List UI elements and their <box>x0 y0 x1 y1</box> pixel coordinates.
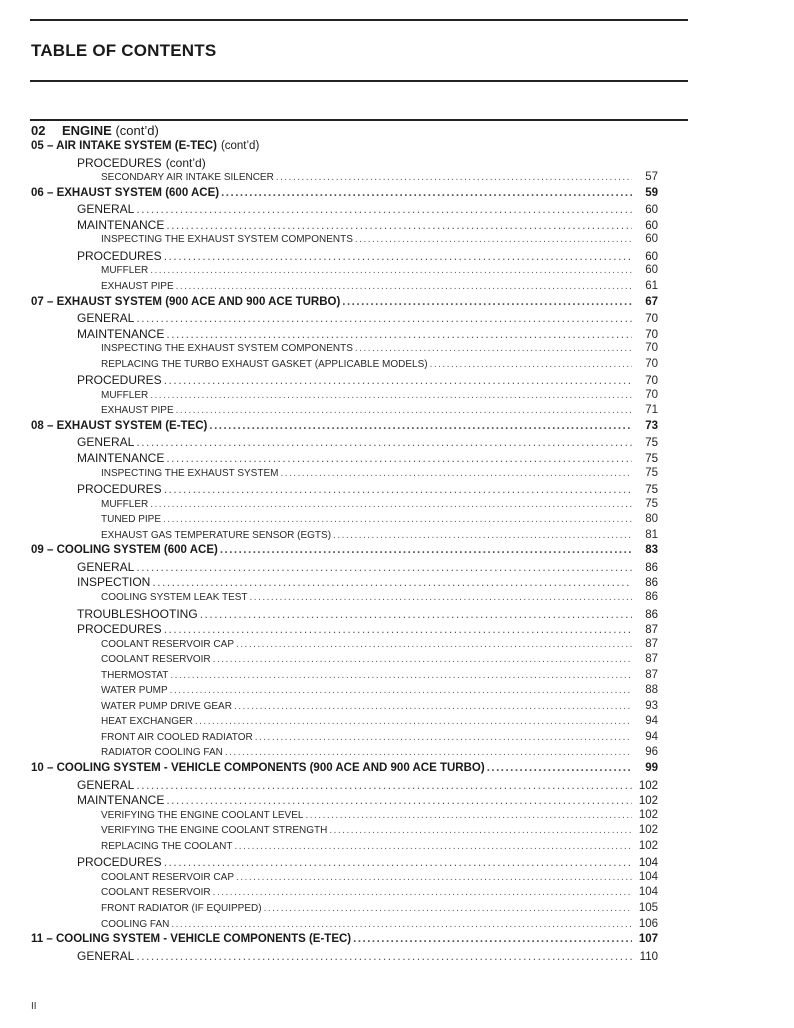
toc-entry[interactable] <box>77 327 658 343</box>
leader-dots <box>164 855 632 869</box>
page-folio: II <box>31 1001 37 1012</box>
toc-entry[interactable] <box>31 296 658 312</box>
toc-entry-page: 75 <box>645 437 658 450</box>
toc-entry-page: 102 <box>638 824 658 837</box>
toc-entry-title: 10 – COOLING SYSTEM - VEHICLE COMPONENTS (900 ACE AND 900 ACE TURBO) <box>31 762 485 774</box>
title-rule <box>30 80 688 82</box>
toc-entry[interactable] <box>77 949 658 965</box>
toc-entry[interactable] <box>101 389 658 405</box>
leader-dots <box>150 390 632 401</box>
leader-dots <box>213 654 632 665</box>
toc-entry-page: 99 <box>645 762 658 774</box>
toc-entry-page: 57 <box>645 171 658 184</box>
leader-dots <box>150 265 632 276</box>
leader-dots <box>264 903 632 914</box>
leader-dots <box>234 701 632 712</box>
toc-entry[interactable] <box>101 264 658 280</box>
leader-dots <box>487 762 632 774</box>
section-rule <box>30 119 688 121</box>
toc-entry-title: FRONT AIR COOLED RADIATOR <box>101 731 253 743</box>
toc-entry-page: 104 <box>638 857 658 870</box>
toc-entry-title: MUFFLER <box>101 389 149 401</box>
toc-entry-title: RADIATOR COOLING FAN <box>101 747 223 759</box>
toc-entry[interactable] <box>101 638 658 654</box>
toc-entry-page: 81 <box>645 528 658 541</box>
toc-entry[interactable] <box>101 840 658 856</box>
toc-entry[interactable] <box>77 311 658 327</box>
leader-dots <box>176 405 632 416</box>
section-cont: (cont’d) <box>115 123 159 138</box>
toc-entry[interactable] <box>77 373 658 389</box>
toc-entry-title: TUNED PIPE <box>101 514 162 526</box>
toc-entry[interactable] <box>101 233 658 249</box>
toc-entry[interactable] <box>101 715 658 731</box>
toc-entry-title: INSPECTING THE EXHAUST SYSTEM COMPONENTS <box>101 234 353 246</box>
toc-entry-title: 07 – EXHAUST SYSTEM (900 ACE AND 900 ACE TURBO) <box>31 295 341 308</box>
toc-entry-title: PROCEDURES <box>77 248 162 263</box>
leader-dots <box>136 435 632 449</box>
toc-entry-title: PROCEDURES <box>77 482 162 497</box>
toc-entry-page: 61 <box>645 279 658 292</box>
toc-entry-page: 60 <box>645 219 658 232</box>
toc-entry-page: 96 <box>645 746 658 759</box>
toc-entry-page: 67 <box>645 295 658 308</box>
leader-dots <box>235 841 632 852</box>
toc-entry-page: 86 <box>645 590 658 603</box>
toc-entry-title: MAINTENANCE <box>77 217 165 232</box>
toc-entry[interactable] <box>31 187 658 203</box>
toc-entry-title: SECONDARY AIR INTAKE SILENCER <box>101 172 274 184</box>
toc-entry-page: 71 <box>645 404 658 417</box>
toc-entry-title: INSPECTING THE EXHAUST SYSTEM COMPONENTS <box>101 343 353 355</box>
toc-entry[interactable] <box>101 591 658 607</box>
toc-entry-page: 106 <box>638 917 658 930</box>
toc-entry-page: 104 <box>638 886 658 899</box>
toc-entry[interactable] <box>101 280 658 296</box>
toc-entry-page: 83 <box>645 544 658 557</box>
toc-entry-title: PROCEDURES <box>77 155 162 170</box>
toc-entry-title: GENERAL <box>77 559 135 574</box>
leader-dots <box>163 514 632 525</box>
toc-entry-title: GENERAL <box>77 435 135 450</box>
toc-entry[interactable] <box>101 358 658 374</box>
toc-entry-page: 87 <box>645 668 658 681</box>
toc-entry-page: 102 <box>638 839 658 852</box>
toc-entry[interactable] <box>77 482 658 498</box>
toc-entry[interactable] <box>101 342 658 358</box>
leader-dots <box>342 296 632 308</box>
toc-entry-page: 75 <box>645 466 658 479</box>
toc-entry-page: 70 <box>645 313 658 326</box>
toc-entry[interactable] <box>101 529 658 545</box>
toc-entry-title: HEAT EXCHANGER <box>101 716 193 728</box>
toc-entry-title: VERIFYING THE ENGINE COOLANT LEVEL <box>101 809 304 821</box>
toc-entry-title: WATER PUMP <box>101 685 168 697</box>
toc-entry[interactable] <box>77 156 658 172</box>
toc-entry-title: PROCEDURES <box>77 622 162 637</box>
leader-dots <box>333 530 632 541</box>
leader-dots <box>200 607 632 621</box>
top-rule <box>30 19 688 21</box>
leader-dots <box>276 172 632 183</box>
toc-entry-page: 80 <box>645 513 658 526</box>
toc-entry[interactable] <box>101 871 658 887</box>
leader-dots <box>164 249 632 263</box>
toc-entry-page: 60 <box>645 204 658 217</box>
toc-entry-page: 75 <box>645 484 658 497</box>
toc-entry-title: MAINTENANCE <box>77 451 165 465</box>
toc-entry-title: GENERAL <box>77 202 135 217</box>
leader-dots <box>170 670 632 681</box>
toc-entry-title: REPLACING THE COOLANT <box>101 840 233 852</box>
leader-dots <box>355 234 632 245</box>
page-title: TABLE OF CONTENTS <box>31 41 217 60</box>
toc-entry-page: 110 <box>639 950 658 963</box>
toc-entry-title: MAINTENANCE <box>77 793 165 808</box>
toc-entry[interactable] <box>101 809 658 825</box>
toc-entry[interactable] <box>77 575 658 591</box>
toc-entry-title: COOLING FAN <box>101 918 170 930</box>
toc-entry-title: MUFFLER <box>101 265 149 277</box>
toc-entry-page: 75 <box>645 453 658 465</box>
leader-dots <box>250 592 632 603</box>
toc-entry[interactable] <box>101 700 658 716</box>
toc-entry-title: GENERAL <box>77 311 135 326</box>
toc-entry-title: INSPECTION <box>77 575 151 590</box>
leader-dots <box>305 810 632 821</box>
toc-entry[interactable] <box>101 902 658 918</box>
leader-dots <box>213 887 632 898</box>
toc-entry-page: 105 <box>638 901 658 914</box>
toc-entry[interactable] <box>101 669 658 685</box>
toc-entry-title: COOLANT RESERVOIR <box>101 654 211 666</box>
toc-entry-title: EXHAUST PIPE <box>101 280 174 292</box>
toc-entry-page: 94 <box>645 715 658 728</box>
leader-dots <box>280 468 632 479</box>
toc-entry-title: WATER PUMP DRIVE GEAR <box>101 700 232 712</box>
toc-entry-title: COOLANT RESERVOIR CAP <box>101 638 234 650</box>
toc-entry[interactable] <box>77 202 658 218</box>
toc-entry[interactable] <box>77 218 658 234</box>
leader-dots <box>136 778 632 792</box>
toc-entry-title: 06 – EXHAUST SYSTEM (600 ACE) <box>31 186 220 199</box>
toc-entry[interactable] <box>77 607 658 623</box>
toc-entry-page: 87 <box>645 637 658 650</box>
toc-entry[interactable] <box>101 746 658 762</box>
leader-dots <box>136 311 632 325</box>
leader-dots <box>195 716 632 727</box>
toc-entry[interactable] <box>101 918 658 934</box>
toc-entry-page: 60 <box>645 233 658 246</box>
toc-entry-title: MAINTENANCE <box>77 326 165 341</box>
toc-entry[interactable] <box>101 171 658 187</box>
toc-entry-page: 93 <box>645 699 658 712</box>
toc-entry[interactable] <box>101 684 658 700</box>
toc-entry-title: COOLANT RESERVOIR CAP <box>101 871 234 883</box>
toc-entry[interactable] <box>77 249 658 265</box>
toc-entry-page: 107 <box>638 933 658 946</box>
toc-entry-page: 94 <box>645 730 658 743</box>
toc-entry-title: EXHAUST PIPE <box>101 405 174 417</box>
leader-dots <box>176 281 632 292</box>
toc-entry-title: EXHAUST GAS TEMPERATURE SENSOR (EGTS) <box>101 529 332 541</box>
toc-entry[interactable] <box>101 886 658 902</box>
leader-dots <box>430 359 632 370</box>
toc-entry-title: 08 – EXHAUST SYSTEM (E-TEC) <box>31 419 208 432</box>
toc-entry-page: 102 <box>638 808 658 821</box>
leader-dots <box>209 420 632 432</box>
toc-entry[interactable] <box>31 544 658 560</box>
toc-entry[interactable] <box>77 778 658 794</box>
toc-entry-page: 59 <box>645 186 658 199</box>
leader-dots <box>329 825 632 836</box>
toc-entry[interactable] <box>77 435 658 451</box>
toc-entry-title: COOLING SYSTEM LEAK TEST <box>101 591 248 603</box>
leader-dots <box>166 451 632 465</box>
toc-entry-title: GENERAL <box>77 777 135 792</box>
toc-entry-title: 09 – COOLING SYSTEM (600 ACE) <box>31 544 218 557</box>
leader-dots <box>255 732 632 743</box>
toc-entry-page: 104 <box>638 870 658 883</box>
toc-entry[interactable] <box>101 824 658 840</box>
toc-entry-page: 86 <box>645 561 658 574</box>
toc-entry-title: 05 – AIR INTAKE SYSTEM (E-TEC) <box>31 140 217 152</box>
leader-dots <box>225 747 632 758</box>
toc-entry-title: PROCEDURES <box>77 373 162 388</box>
toc-entry-page: 102 <box>638 779 658 792</box>
leader-dots <box>164 482 632 496</box>
toc-entry-page: 73 <box>645 419 658 432</box>
toc-entry-page: 75 <box>645 497 658 510</box>
toc-entry-page: 86 <box>645 577 658 590</box>
toc-entry[interactable] <box>31 933 658 949</box>
leader-dots <box>171 919 632 930</box>
toc-entry-page: 70 <box>645 357 658 370</box>
toc-entry-page: 88 <box>645 684 658 697</box>
section-number: 02 <box>31 123 46 138</box>
toc-entry[interactable] <box>101 467 658 483</box>
leader-dots <box>150 499 632 510</box>
toc-entry[interactable] <box>101 653 658 669</box>
leader-dots <box>164 373 632 387</box>
leader-dots <box>236 639 632 650</box>
leader-dots <box>166 793 632 807</box>
leader-dots <box>220 544 632 556</box>
toc-entry[interactable] <box>31 140 658 156</box>
toc-entry[interactable] <box>101 404 658 420</box>
leader-dots <box>221 187 632 199</box>
toc-entry-page: 102 <box>638 795 658 808</box>
leader-dots <box>152 575 632 589</box>
leader-dots <box>355 343 632 354</box>
toc-entry-title: MUFFLER <box>101 498 149 510</box>
toc-entry[interactable] <box>31 420 658 436</box>
leader-dots <box>166 327 632 341</box>
toc-entry[interactable] <box>101 731 658 747</box>
leader-dots <box>236 872 632 883</box>
toc-entry-page: 70 <box>645 328 658 341</box>
toc-entry-title: 11 – COOLING SYSTEM - VEHICLE COMPONENTS (E-TEC) <box>31 933 352 946</box>
toc-entry-page: 70 <box>645 342 658 355</box>
leader-dots <box>166 218 632 232</box>
leader-dots <box>164 622 632 636</box>
toc-entry[interactable] <box>77 451 658 467</box>
toc-entry[interactable] <box>77 560 658 576</box>
toc-entry[interactable] <box>77 855 658 871</box>
leader-dots <box>136 560 632 574</box>
toc-entry-page: 70 <box>645 388 658 401</box>
toc-entry-title: GENERAL <box>77 948 135 963</box>
leader-dots <box>170 685 632 696</box>
toc-entry-cont: (cont’d) <box>220 140 260 152</box>
toc-entry-cont: (cont’d) <box>165 155 206 170</box>
leader-dots <box>136 949 632 963</box>
toc-entry-title: FRONT RADIATOR (IF EQUIPPED) <box>101 902 262 914</box>
toc-entry[interactable] <box>77 793 658 809</box>
section-title: ENGINE (cont’d) <box>62 123 159 138</box>
toc-entry-page: 86 <box>645 608 658 621</box>
toc-entry-page: 87 <box>645 624 658 637</box>
toc-entry-title: INSPECTING THE EXHAUST SYSTEM <box>101 467 279 479</box>
toc-entry-title: THERMOSTAT <box>101 669 169 681</box>
toc-entry-title: VERIFYING THE ENGINE COOLANT STRENGTH <box>101 825 328 837</box>
toc-entry[interactable] <box>101 498 658 514</box>
toc-entry-title: TROUBLESHOOTING <box>77 606 198 621</box>
toc-entry[interactable] <box>101 513 658 529</box>
toc-entry-page: 60 <box>645 250 658 263</box>
toc-entry-page: 87 <box>645 653 658 666</box>
toc-entry[interactable] <box>77 622 658 638</box>
toc-entry-page: 70 <box>645 375 658 388</box>
leader-dots <box>353 933 632 945</box>
leader-dots <box>136 202 632 216</box>
toc-entry-page: 60 <box>645 264 658 277</box>
toc-entry-title: REPLACING THE TURBO EXHAUST GASKET (APPLICABLE MODELS) <box>101 358 428 370</box>
toc-entry-title: PROCEDURES <box>77 855 162 870</box>
toc-entry-title: COOLANT RESERVOIR <box>101 887 211 899</box>
toc-entry[interactable] <box>31 762 658 778</box>
